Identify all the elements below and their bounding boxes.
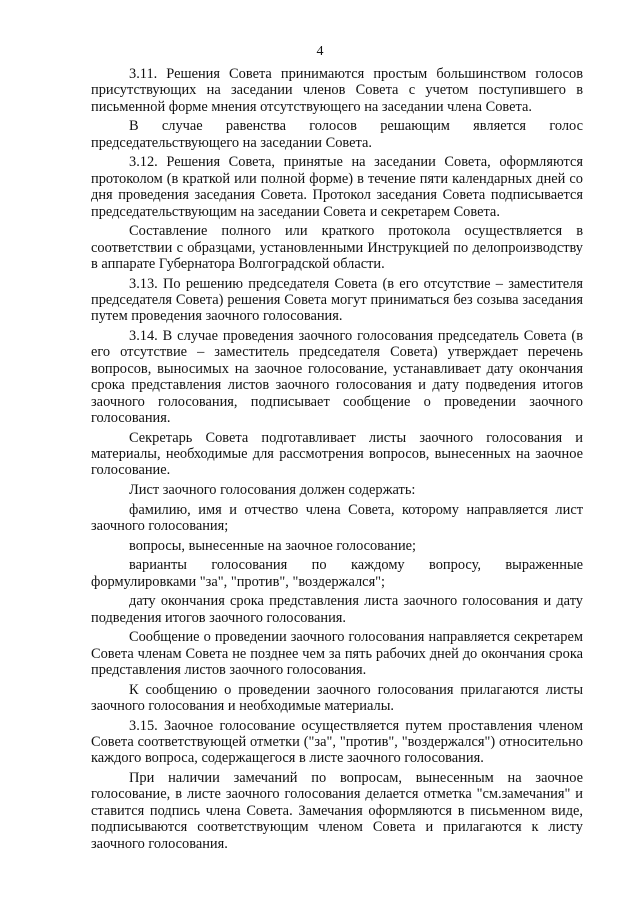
paragraph-protocol-drafting: Составление полного или краткого протокола осуществляется в соответствии с образцами, установленными Инструкцией по делопроизводству в аппарате Губернатора Волгоградской области.: [91, 223, 583, 273]
document-body: [91, 66, 583, 852]
page-number: 4: [316, 44, 324, 59]
paragraph-ballot-item-name: фамилию, имя и отчество члена Совета, которому направляется лист заочного голосования;: [91, 501, 583, 535]
paragraph-remarks: При наличии замечаний по вопросам, вынесенным на заочное голосование, в листе заочного голосования делается отметка "см.замечания" и ставится подпись члена Совета. Замечания оформляются в письменном виде, подписываются соответствующим членом Совета и прилагаются к листу заочного голосования.: [91, 770, 583, 852]
paragraph-3-14: 3.14. В случае проведения заочного голосования председатель Совета (в его отсутствие – заместитель председателя Совета) утверждает перечень вопросов, выносимых на заочное голосование, устанавливает дату окончания срока представления листов заочного голосования и дату подведения итогов заочного голосования, подписывает сообщение о проведении заочного голосования.: [91, 328, 583, 427]
paragraph-secretary-prepares: Секретарь Совета подготавливает листы заочного голосования и материалы, необходимые для рассмотрения вопросов, вынесенных на заочное голосование.: [91, 429, 583, 479]
paragraph-ballot-item-questions: вопросы, вынесенные на заочное голосование;: [129, 537, 417, 554]
paragraph-notice-sent: Сообщение о проведении заочного голосования направляется секретарем Совета членам Совета не позднее чем за пять рабочих дней до окончания срока представления листов заочного голосования.: [91, 629, 583, 679]
paragraph-ballot-item-dates: дату окончания срока представления листа заочного голосования и дату подведения итогов заочного голосования.: [91, 593, 583, 626]
paragraph-3-15: 3.15. Заочное голосование осуществляется путем проставления членом Совета соответствующей отметки ("за", "против", "воздержался") относительно каждого вопроса, содержащегося в листе заочного голосования.: [91, 717, 583, 767]
paragraph-ballot-contents: Лист заочного голосования должен содержать:: [129, 482, 416, 499]
paragraph-3-11: 3.11. Решения Совета принимаются простым большинством голосов присутствующих на заседании членов Совета с учетом поступившего в письменной форме мнения отсутствующего на заседании члена Совета.: [91, 66, 583, 115]
paragraph-ballot-item-options: варианты голосования по каждому вопросу, выраженные формулировками "за", "против", "воздержался";: [91, 557, 583, 590]
paragraph-tie-vote: В случае равенства голосов решающим является голос председательствующего на заседании Совета.: [91, 118, 583, 151]
paragraph-3-12: 3.12. Решения Совета, принятые на заседании Совета, оформляются протоколом (в краткой или полной форме) в течение пяти календарных дней со дня проведения заседания Совета. Протокол заседания Совета подписывается председательствующим на заседании Совета и секретарем Совета.: [91, 154, 583, 220]
paragraph-notice-attachments: К сообщению о проведении заочного голосования прилагаются листы заочного голосования и необходимые материалы.: [91, 681, 583, 715]
paragraph-3-13: 3.13. По решению председателя Совета (в его отсутствие – заместителя председателя Совета) решения Совета могут приниматься без созыва заседания путем проведения заочного голосования.: [91, 275, 583, 325]
